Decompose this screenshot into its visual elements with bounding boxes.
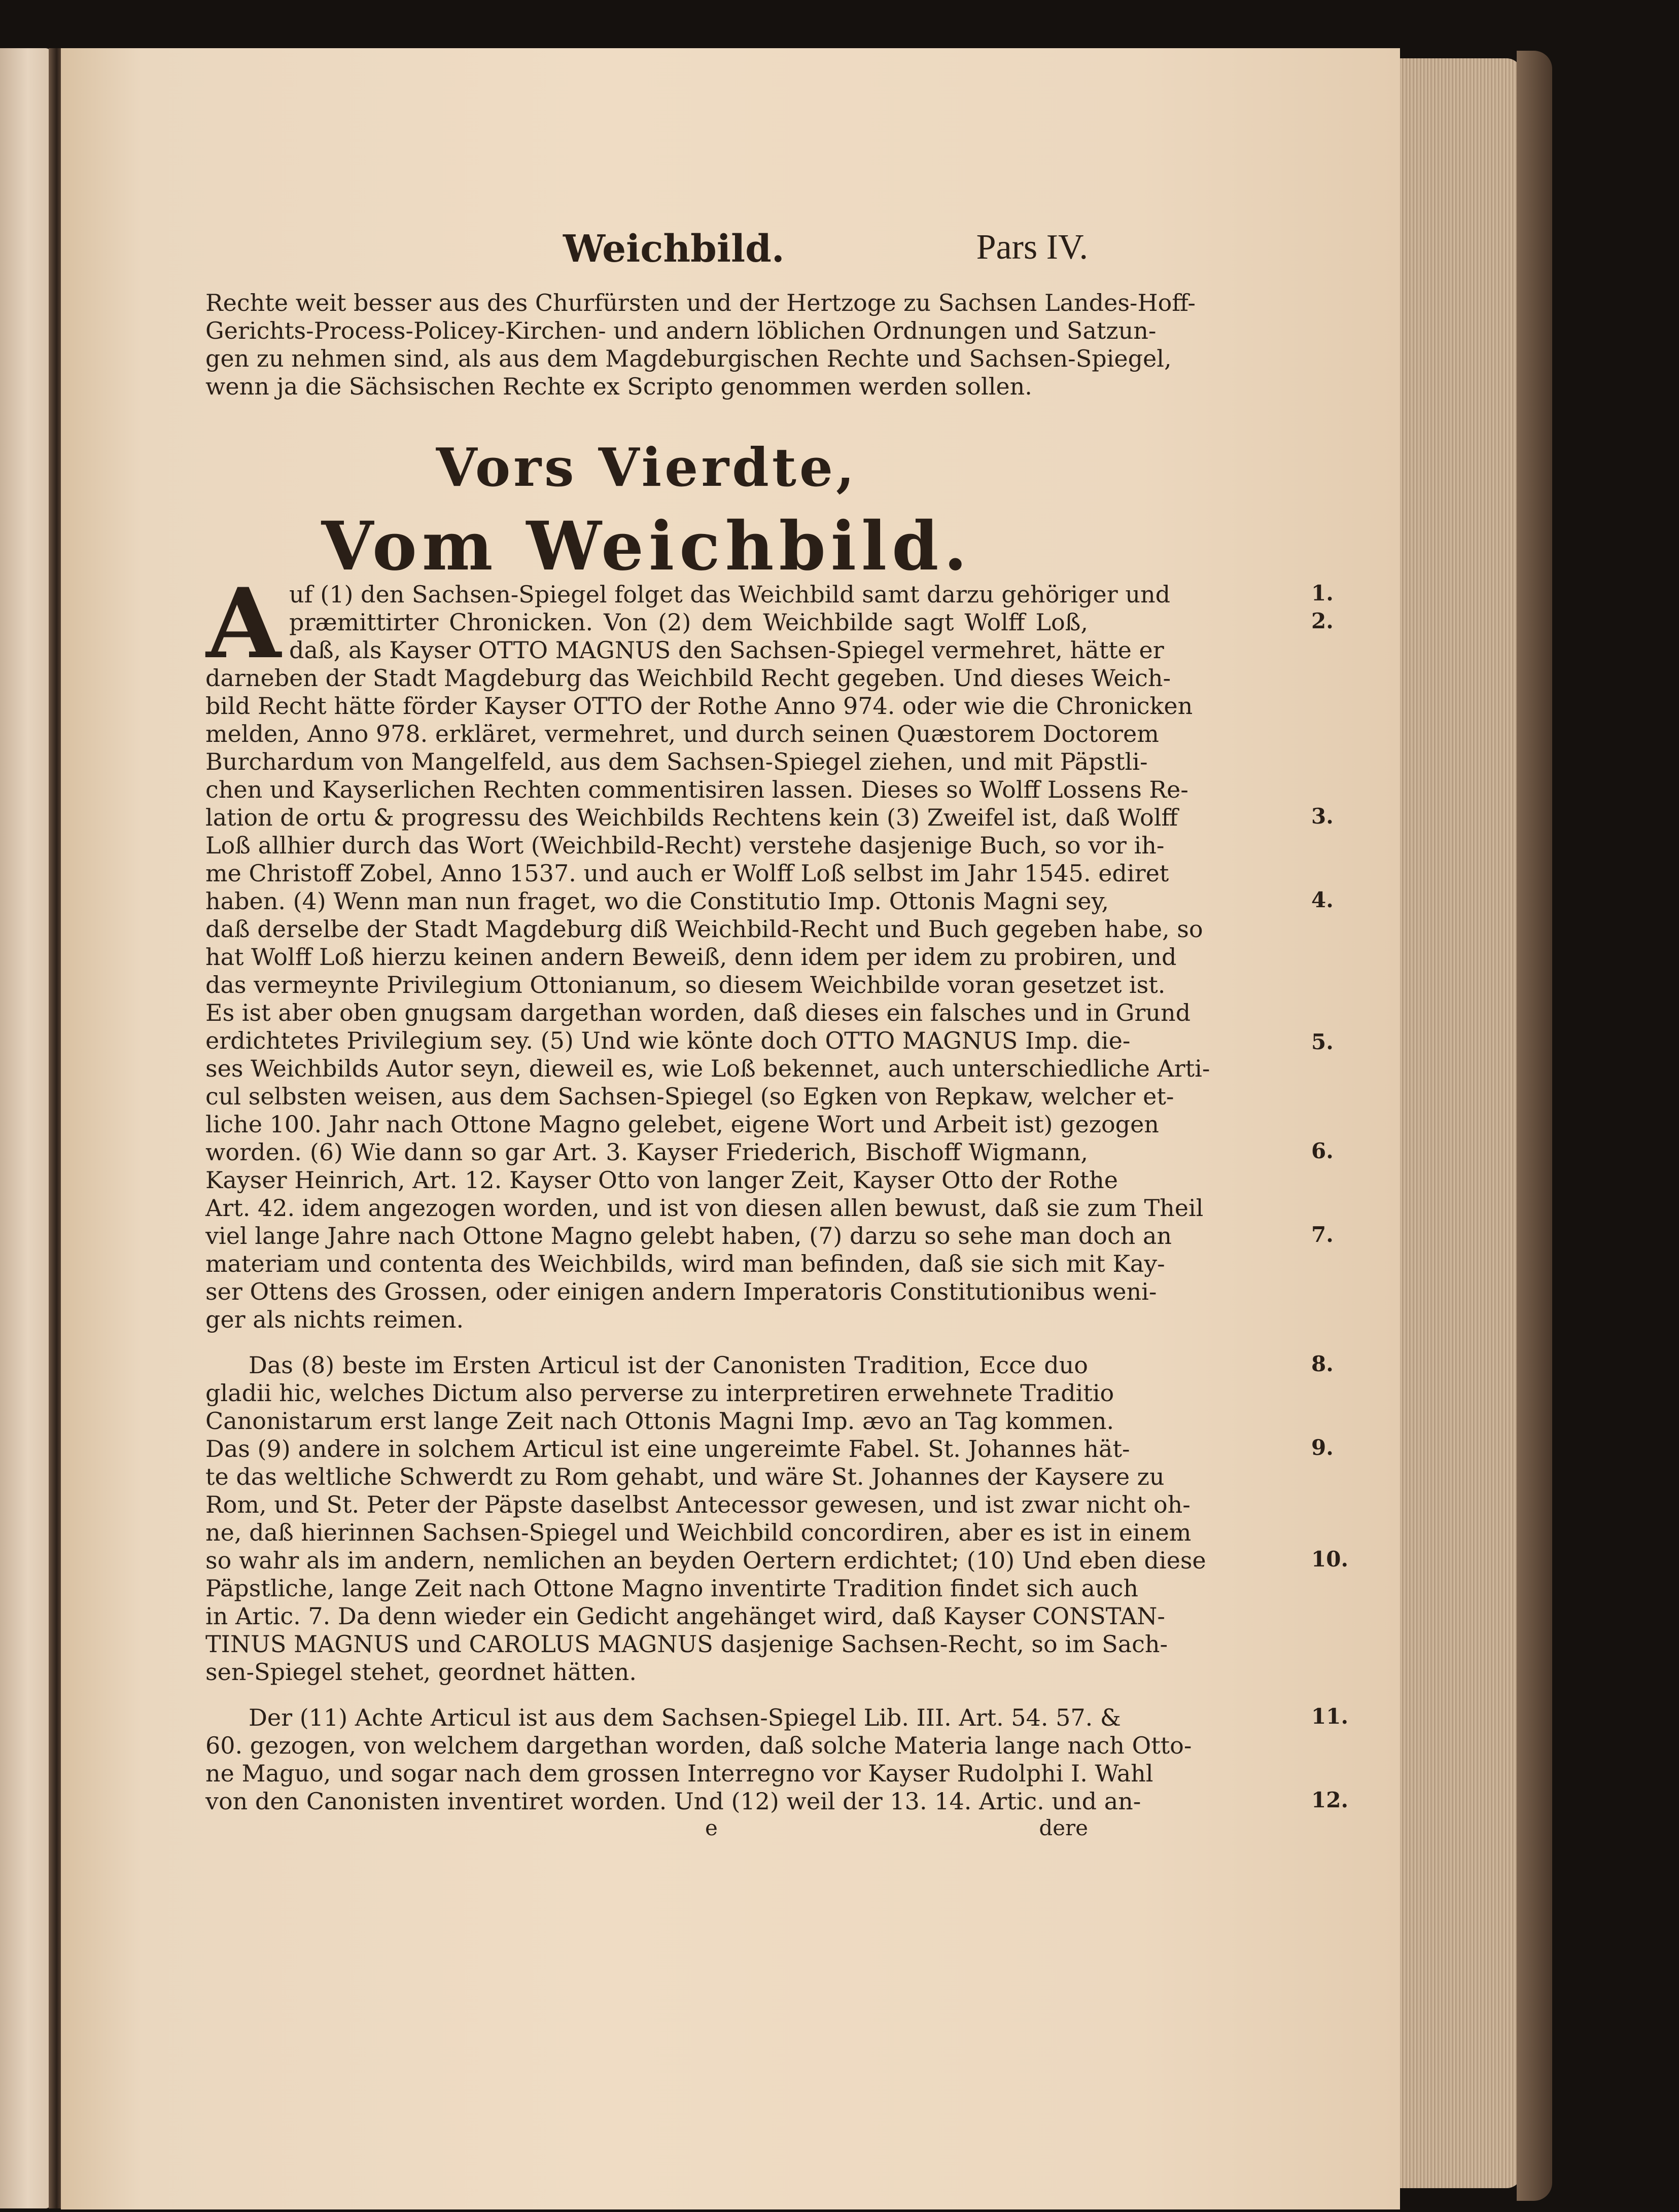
drop-cap: A: [206, 567, 281, 680]
running-title: Weichbild.: [563, 227, 785, 271]
paragraph-line: TINUS MAGNUS und CAROLUS MAGNUS dasjenige Sachsen-Recht, so im Sach-: [205, 1630, 1168, 1658]
paragraph-line: ne, daß hierinnen Sachsen-Spiegel und Weichbild concordiren, aber es ist in einem: [205, 1519, 1192, 1546]
margin-note-number: 7.: [1311, 1222, 1334, 1247]
paragraph-line: uf (1) den Sachsen-Spiegel folget das Weichbild samt darzu gehöriger und: [289, 581, 1171, 608]
signature-mark: e: [705, 1815, 718, 1840]
catchword: dere: [1039, 1815, 1088, 1840]
margin-note-number: 5.: [1311, 1029, 1334, 1054]
paragraph-line: hat Wolff Loß hierzu keinen andern Beweiß, denn idem per idem zu probiren, und: [205, 943, 1177, 971]
margin-note-number: 10.: [1311, 1547, 1349, 1572]
paragraph-line: Kayser Heinrich, Art. 12. Kayser Otto von langer Zeit, Kayser Otto der Rothe: [205, 1166, 1118, 1194]
paragraph-line: lation de ortu & progressu des Weichbilds Rechtens kein (3) Zweifel ist, daß Wolff: [205, 804, 1178, 831]
margin-note-number: 3.: [1311, 804, 1334, 829]
margin-note-number: 8.: [1311, 1351, 1334, 1376]
paragraph-line: ses Weichbilds Autor seyn, dieweil es, wie Loß bekennet, auch unterschiedliche Arti-: [205, 1055, 1210, 1082]
paragraph-line: Burchardum von Mangelfeld, aus dem Sachsen-Spiegel ziehen, und mit Päpstli-: [205, 748, 1148, 775]
paragraph-line: Der (11) Achte Articul ist aus dem Sachsen-Spiegel Lib. III. Art. 54. 57. &: [249, 1704, 1121, 1731]
paragraph-line: Art. 42. idem angezogen worden, und ist von diesen allen bewust, daß sie zum Theil: [205, 1194, 1204, 1222]
book-gutter: [49, 48, 62, 2208]
paragraph-line: te das weltliche Schwerdt zu Rom gehabt, und wäre St. Johannes der Kaysere zu: [205, 1463, 1165, 1490]
paragraph-line: haben. (4) Wenn man nun fraget, wo die Constitutio Imp. Ottonis Magni sey,: [205, 887, 1109, 915]
paragraph-line: Das (9) andere in solchem Articul ist eine ungereimte Fabel. St. Johannes hät-: [205, 1435, 1130, 1462]
paragraph-line: so wahr als im andern, nemlichen an beyden Oertern erdichtet; (10) Und eben diese: [205, 1547, 1206, 1574]
paragraph-line: Das (8) beste im Ersten Articul ist der Canonisten Tradition, Ecce duo: [249, 1351, 1088, 1379]
margin-note-number: 11.: [1311, 1704, 1349, 1729]
intro-line: gen zu nehmen sind, als aus dem Magdeburgischen Rechte und Sachsen-Spiegel,: [205, 345, 1172, 372]
paragraph-line: daß, als Kayser OTTO MAGNUS den Sachsen-Spiegel vermehret, hätte er: [289, 636, 1164, 664]
paragraph-line: melden, Anno 978. erkläret, vermehret, und durch seinen Quæstorem Doctorem: [205, 720, 1159, 747]
paragraph-line: Rom, und St. Peter der Päpste daselbst Antecessor gewesen, und ist zwar nicht oh-: [205, 1491, 1191, 1518]
paragraph-line: bild Recht hätte förder Kayser OTTO der Rothe Anno 974. oder wie die Chronicken: [205, 692, 1193, 720]
paragraph-line: Päpstliche, lange Zeit nach Ottone Magno inventirte Tradition findet sich auch: [205, 1575, 1138, 1602]
paragraph-line: me Christoff Zobel, Anno 1537. und auch er Wolff Loß selbst im Jahr 1545. ediret: [205, 860, 1169, 887]
paragraph-line: Canonistarum erst lange Zeit nach Ottonis Magni Imp. ævo an Tag kommen.: [205, 1407, 1114, 1435]
paragraph-line: chen und Kayserlichen Rechten commentisiren lassen. Dieses so Wolff Lossens Re-: [205, 776, 1188, 803]
paragraph-line: in Artic. 7. Da denn wieder ein Gedicht angehänget wird, daß Kayser CONSTAN-: [205, 1602, 1165, 1630]
paragraph-line: Loß allhier durch das Wort (Weichbild-Recht) verstehe dasjenige Buch, so vor ih-: [205, 832, 1165, 859]
page-block-edge: [1400, 58, 1522, 2188]
section-heading-line2: Vom Weichbild.: [321, 507, 972, 586]
paragraph-line: ser Ottens des Grossen, oder einigen andern Imperatoris Constitutionibus weni-: [205, 1278, 1157, 1305]
paragraph-line: 60. gezogen, von welchem dargethan worden, daß solche Materia lange nach Otto-: [205, 1732, 1192, 1759]
paragraph-line: præmittirter Chronicken. Von (2) dem Weichbilde sagt Wolff Loß,: [289, 609, 1088, 636]
paragraph-line: ger als nichts reimen.: [205, 1306, 464, 1333]
paragraph-line: viel lange Jahre nach Ottone Magno gelebt haben, (7) darzu so sehe man doch an: [205, 1222, 1172, 1250]
section-heading-line1: Vors Vierdte,: [436, 436, 858, 498]
left-page-edge: [0, 48, 51, 2208]
paragraph-line: liche 100. Jahr nach Ottone Magno gelebet, eigene Wort und Arbeit ist) gezogen: [205, 1111, 1159, 1138]
cover-edge: [1517, 51, 1552, 2201]
paragraph-line: das vermeynte Privilegium Ottonianum, so diesem Weichbilde voran gesetzet ist.: [205, 971, 1166, 998]
paragraph-line: materiam und contenta des Weichbilds, wird man befinden, daß sie sich mit Kay-: [205, 1250, 1165, 1277]
paragraph-line: sen-Spiegel stehet, geordnet hätten.: [205, 1658, 637, 1686]
paragraph-line: darneben der Stadt Magdeburg das Weichbild Recht gegeben. Und dieses Weich-: [205, 664, 1171, 692]
paragraph-line: cul selbsten weisen, aus dem Sachsen-Spiegel (so Egken von Repkaw, welcher et-: [205, 1083, 1174, 1110]
running-head: [205, 223, 1088, 279]
intro-line: wenn ja die Sächsischen Rechte ex Scripto genommen werden sollen.: [205, 373, 1032, 400]
paragraph-line: Es ist aber oben gnugsam dargethan worden, daß dieses ein falsches und in Grund: [205, 999, 1191, 1026]
paragraph-line: daß derselbe der Stadt Magdeburg diß Weichbild-Recht und Buch gegeben habe, so: [205, 915, 1203, 943]
paragraph-line: von den Canonisten inventiret worden. Und (12) weil der 13. 14. Artic. und an-: [205, 1788, 1141, 1815]
margin-note-number: 1.: [1311, 581, 1334, 605]
margin-note-number: 4.: [1311, 887, 1334, 912]
page-part-label: Pars IV.: [976, 228, 1088, 267]
intro-line: Gerichts-Process-Policey-Kirchen- und andern löblichen Ordnungen und Satzun-: [205, 317, 1157, 344]
paragraph-line: erdichtetes Privilegium sey. (5) Und wie könte doch OTTO MAGNUS Imp. die-: [205, 1027, 1131, 1054]
paragraph-line: ne Maguo, und sogar nach dem grossen Interregno vor Kayser Rudolphi I. Wahl: [205, 1760, 1153, 1787]
margin-note-number: 12.: [1311, 1788, 1349, 1812]
margin-note-number: 2.: [1311, 609, 1334, 633]
paragraph-line: gladii hic, welches Dictum also perverse zu interpretiren erwehnete Traditio: [205, 1379, 1114, 1407]
margin-note-number: 9.: [1311, 1435, 1334, 1460]
margin-note-number: 6.: [1311, 1138, 1334, 1163]
intro-line: Rechte weit besser aus des Churfürsten und der Hertzoge zu Sachsen Landes-Hoff-: [205, 289, 1196, 316]
paragraph-line: worden. (6) Wie dann so gar Art. 3. Kayser Friederich, Bischoff Wigmann,: [205, 1138, 1088, 1166]
